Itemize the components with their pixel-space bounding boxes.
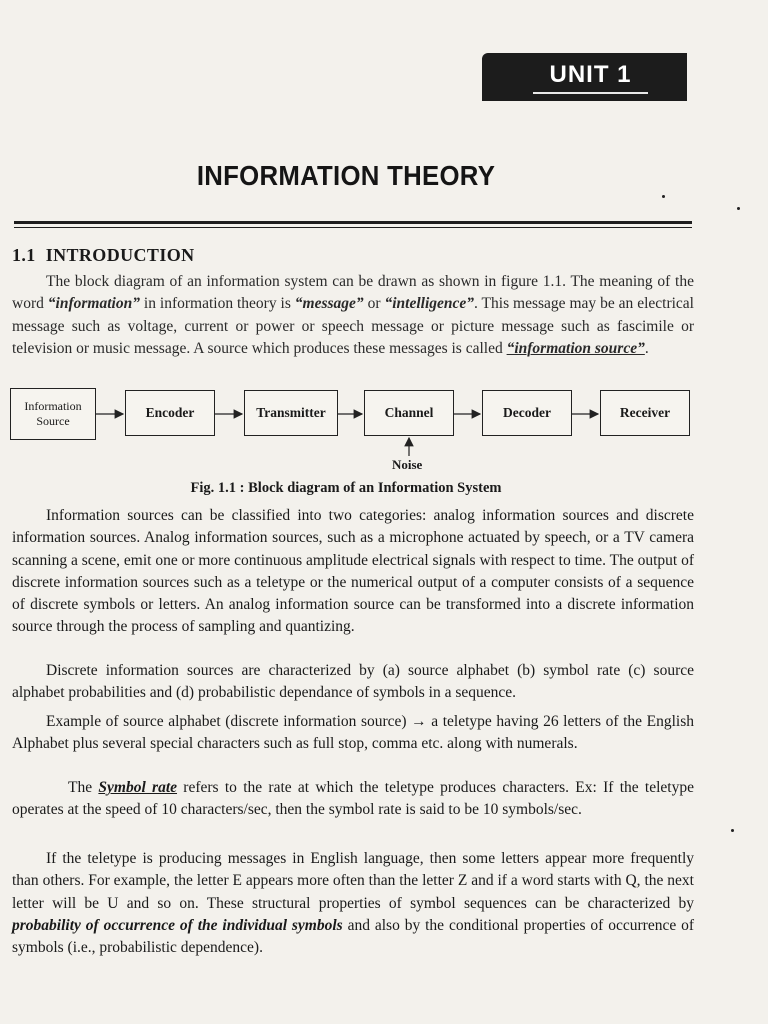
english-text-2: and also by the conditional properties of occurrence of symbols (i.e., probabilistic dependence). [12, 916, 695, 957]
block-channel: Channel [364, 390, 454, 436]
paragraph-sources: Information sources can be classified into two categories: analog information sources and discrete information sources. Analog information sources, such as a microphone actuated by speech, or a TV camera scanning a scene, emit one or more continuous amplitude electrical signals with respect to time. The output of discrete information sources such as a teletype or the numerical output of a computer consists of a sequence of discrete symbols or letters. An analog information source can be transformed into a discrete information source through the process of sampling and quantizing. [12, 507, 694, 636]
intro-text-2: in information theory is [139, 295, 295, 313]
intro-text-3: or [363, 295, 385, 313]
paragraph-example: Example of source alphabet (discrete information source) → a teletype having 26 letters of the English Alphabet plus several special characters such as full stop, comma etc. along with numerals. [12, 713, 694, 753]
block-decoder: Decoder [482, 390, 572, 436]
block-information-source: Information Source [10, 388, 96, 440]
title-rule-thick [14, 221, 692, 224]
noise-label: Noise [392, 457, 423, 472]
section-heading [12, 245, 195, 266]
block-encoder: Encoder [125, 390, 215, 436]
paragraph-characterization: Discrete information sources are characterized by (a) source alphabet (b) symbol rate (c) source alphabet probabilities and (d) probabilistic dependance of symbols in a sequence. [12, 662, 694, 702]
section-number: 1.1 [12, 245, 36, 265]
title-rule-thin [14, 227, 692, 228]
stray-mark [662, 195, 665, 198]
figure-caption: Fig. 1.1 : Block diagram of an Information System [190, 480, 502, 496]
stray-mark [737, 207, 740, 210]
paragraph-english-language [12, 848, 694, 959]
block-transmitter: Transmitter [244, 390, 338, 436]
term-information: “information” [47, 295, 140, 313]
term-information-source: “information source” [506, 339, 645, 357]
symbol-rate-text: refers to the rate at which the teletype produces characters. Ex: If the teletype operates at the speed of 10 characters/sec, then the symbol rate is said to be 10 symbols/sec. [12, 779, 694, 819]
term-intelligence: “intelligence” [384, 295, 475, 313]
intro-text-1: The block diagram of an information system can be drawn as shown in figure 1.1. The meaning of the word [12, 273, 694, 313]
paragraph-symbol-rate [12, 777, 694, 822]
section-title: INTRODUCTION [45, 245, 195, 265]
chapter-title: INFORMATION THEORY [196, 160, 496, 191]
unit-label: UNIT 1 [533, 58, 648, 94]
term-symbol-rate: Symbol rate [98, 779, 178, 796]
intro-text-4: . This message may be an electrical message such as voltage, current or power or speech message or picture message such as fascimile or television or music message. A source which produces these messages is called [12, 295, 694, 357]
term-message: “message” [294, 295, 364, 313]
block-receiver: Receiver [600, 390, 690, 436]
intro-paragraph [12, 271, 694, 360]
block-diagram [0, 380, 768, 480]
intro-text-5: . [644, 339, 649, 357]
symbol-rate-lead: The [68, 779, 99, 796]
english-text-1: If the teletype is producing messages in English language, then some letters appear more frequently than others. For example, the letter E appears more often than the letter Z and if a word starts with Q, the next letter will be U and so on. These structural properties of symbol sequences can be characterized by [12, 850, 694, 912]
stray-mark [731, 829, 734, 832]
term-probability-occurrence: probability of occurrence of the individual symbols [12, 916, 343, 934]
